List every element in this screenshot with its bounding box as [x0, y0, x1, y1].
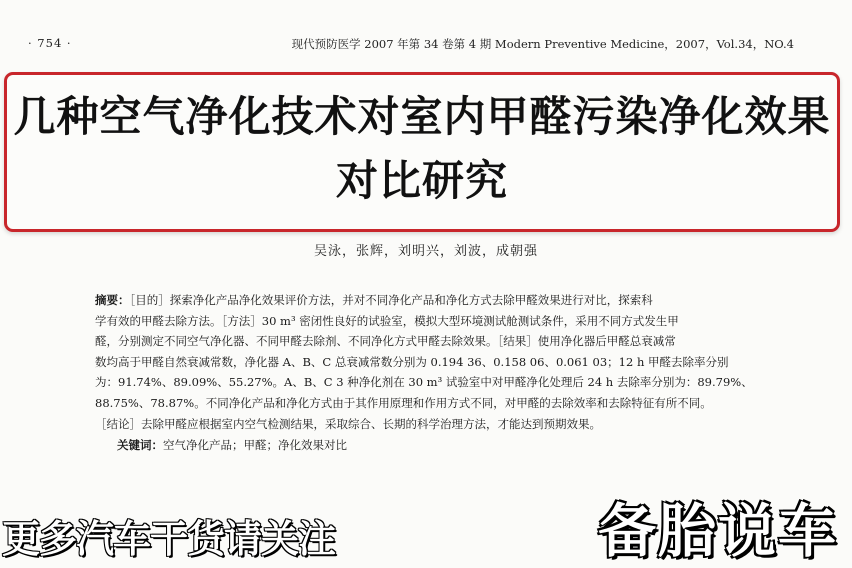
page-number: · 754 · — [28, 36, 72, 50]
abstract-line: 学有效的甲醛去除方法。［方法］30 m³ 密闭性良好的试验室，模拟大型环境测试舱测试条件，采用不同方式发生甲 — [95, 313, 679, 328]
abstract-line — [95, 290, 785, 311]
promo-brand-name: 备胎说车 — [597, 497, 838, 565]
abstract-line: 为：91.74%、89.09%、55.27%。A、B、C 3 种净化剂在 30 m³ 试验室中对甲醛净化处理后 24 h 去除率分别为：89.79%、 — [95, 375, 753, 390]
promo-follow-text: 更多汽车干货请关注 — [2, 517, 336, 561]
journal-header — [0, 32, 852, 52]
author-list: 吴泳，张辉，刘明兴，刘波，成朝强 — [313, 244, 538, 259]
paper-title-line-2: 对比研究 — [335, 156, 508, 205]
abstract — [95, 290, 785, 434]
keywords — [117, 437, 347, 453]
journal-citation: 现代预防医学 2007 年第 34 卷第 4 期 Modern Preventive Medicine，2007，Vol.34，NO.4 — [291, 37, 794, 51]
abstract-label: 摘要： — [95, 293, 130, 307]
paper-title — [7, 85, 837, 213]
promo-banner — [0, 478, 852, 568]
abstract-line: 88.75%、78.87%。不同净化产品和净化方式由于其作用原理和作用方式不同，对甲醛的去除效率和去除特征有所不同。 — [95, 395, 712, 410]
abstract-line: 醛，分别测定不同空气净化器、不同甲醛去除剂、不同净化方式甲醛去除效果。［结果］使用净化器后甲醛总衰减常 — [95, 334, 676, 349]
abstract-line: 数均高于甲醛自然衰减常数，净化器 A、B、C 总衰减常数分别为 0.194 36、0.158 06、0.061 03；12 h 甲醛去除率分别 — [95, 354, 729, 369]
title-highlight-box — [4, 72, 840, 232]
paper-title-line-1: 几种空气净化技术对室内甲醛污染净化效果 — [13, 92, 831, 141]
abstract-line: ［结论］去除甲醛应根据室内空气检测结果，采取综合、长期的科学治理方法，才能达到预期效果。 — [95, 416, 601, 431]
abstract-line-text: ［目的］探索净化产品净化效果评价方法，并对不同净化产品和净化方式去除甲醛效果进行对比，探索科 — [129, 293, 653, 307]
keywords-label: 关键词： — [117, 438, 163, 452]
keywords-text: 空气净化产品；甲醛；净化效果对比 — [163, 438, 347, 452]
